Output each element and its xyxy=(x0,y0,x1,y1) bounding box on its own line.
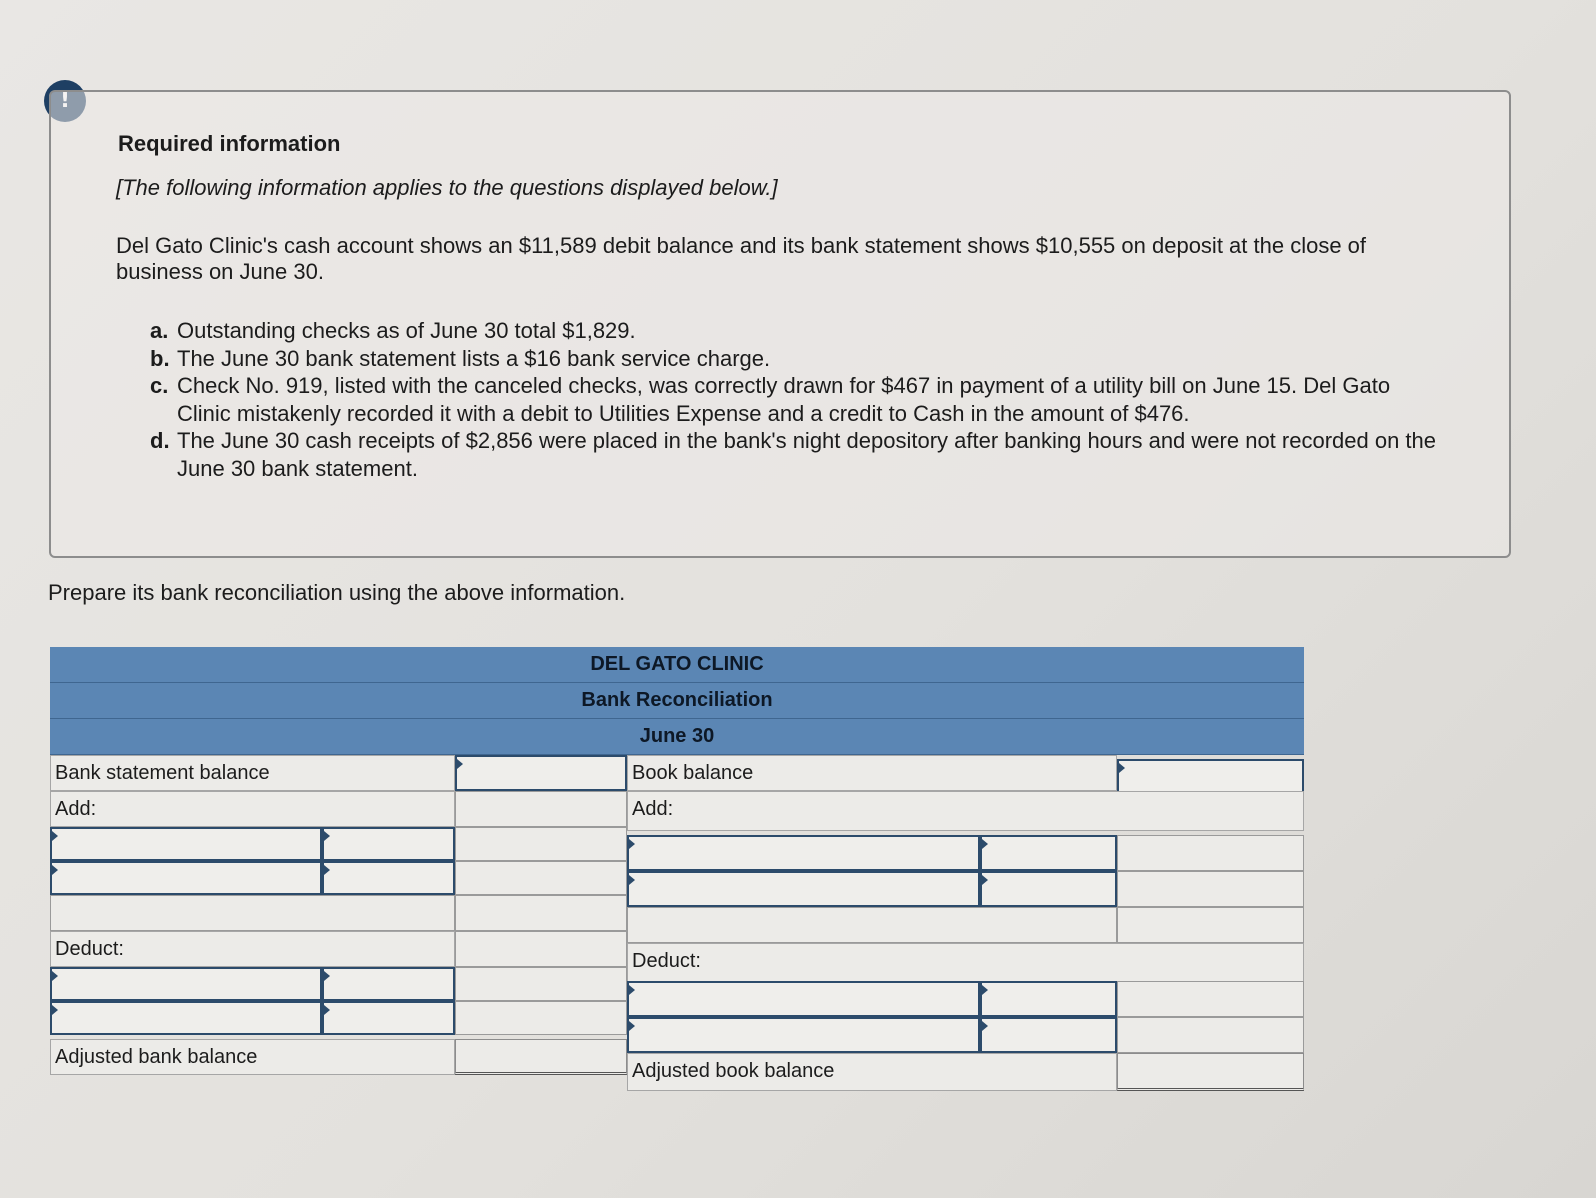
book-add-1-description[interactable] xyxy=(627,835,980,871)
book-add-subtotal-cell xyxy=(1117,907,1304,943)
bank-deduct-1-description[interactable] xyxy=(50,967,322,1001)
book-add-label: Add: xyxy=(627,791,1304,831)
list-item-letter: a. xyxy=(150,318,169,343)
bank-deduct-label: Deduct: xyxy=(50,931,455,967)
book-deduct-1-amount[interactable] xyxy=(980,981,1117,1017)
bank-deduct-1-desc-field[interactable] xyxy=(52,969,320,999)
book-column-cell xyxy=(1117,871,1304,907)
book-deduct-1-amt-field[interactable] xyxy=(982,983,1115,1015)
bank-column-cell xyxy=(455,1001,627,1035)
book-deduct-2-description[interactable] xyxy=(627,1017,980,1053)
book-balance-label: Book balance xyxy=(627,755,1117,791)
list-item-letter: b. xyxy=(150,345,170,371)
bank-deduct-2-amount[interactable] xyxy=(322,1001,455,1035)
list-item xyxy=(150,345,1440,373)
bank-add-2-amount[interactable] xyxy=(322,861,455,895)
book-add-2-amt-field[interactable] xyxy=(982,873,1115,905)
bank-balance-input[interactable] xyxy=(455,755,627,791)
book-add-2-description[interactable] xyxy=(627,871,980,907)
bank-add-label: Add: xyxy=(50,791,455,827)
adjusted-book-balance-label: Adjusted book balance xyxy=(627,1053,1117,1091)
adjusted-bank-balance-label: Adjusted bank balance xyxy=(50,1039,455,1075)
list-item-text: The June 30 cash receipts of $2,856 were placed in the bank's night depository after banking hours and were not recorded on the June 30 bank statement. xyxy=(177,428,1437,481)
bank-column-cell xyxy=(455,861,627,895)
adjusted-bank-balance-total xyxy=(455,1039,627,1075)
bank-deduct-1-amt-field[interactable] xyxy=(324,969,453,999)
info-intro: Del Gato Clinic's cash account shows an $11,589 debit balance and its bank statement shows $10,555 on deposit at the close of business on June 30. xyxy=(116,233,1367,284)
info-list xyxy=(150,317,1440,482)
book-column-cell xyxy=(1117,981,1304,1017)
bank-deduct-1-amount[interactable] xyxy=(322,967,455,1001)
book-deduct-2-desc-field[interactable] xyxy=(629,1019,978,1051)
statement-title: Bank Reconciliation xyxy=(50,683,1304,719)
bank-add-total-cell xyxy=(455,791,627,827)
bank-add-2-description[interactable] xyxy=(50,861,322,895)
bank-spacer-cell xyxy=(50,895,455,931)
book-deduct-1-description[interactable] xyxy=(627,981,980,1017)
bank-deduct-2-desc-field[interactable] xyxy=(52,1003,320,1033)
book-column-cell xyxy=(1117,835,1304,871)
book-add-2-amount[interactable] xyxy=(980,871,1117,907)
bank-add-2-amt-field[interactable] xyxy=(324,863,453,893)
bank-balance-field[interactable] xyxy=(457,757,625,789)
list-item-letter: d. xyxy=(150,428,170,453)
book-deduct-label: Deduct: xyxy=(627,943,1304,983)
list-item-text: The June 30 bank statement lists a $16 bank service charge. xyxy=(177,345,771,371)
bank-deduct-2-amt-field[interactable] xyxy=(324,1003,453,1033)
question-prompt: Prepare its bank reconciliation using the above information. xyxy=(48,580,626,605)
list-item-text: Check No. 919, listed with the canceled checks, was correctly drawn for $467 in payment of a utility bill on June 15. Del Gato Clinic mistakenly recorded it with a debit to Utilities Expense and a credit to Cash in the amount of $476. xyxy=(177,373,1391,426)
info-title: Required information xyxy=(118,131,341,156)
book-add-1-amount[interactable] xyxy=(980,835,1117,871)
bank-add-1-description[interactable] xyxy=(50,827,322,861)
list-item xyxy=(150,317,1440,345)
book-add-1-desc-field[interactable] xyxy=(629,837,978,869)
book-deduct-1-desc-field[interactable] xyxy=(629,983,978,1015)
statement-date: June 30 xyxy=(50,719,1304,755)
book-add-1-amt-field[interactable] xyxy=(982,837,1115,869)
bank-balance-label: Bank statement balance xyxy=(50,755,455,791)
company-name: DEL GATO CLINIC xyxy=(50,647,1304,683)
bank-column-cell xyxy=(455,931,627,967)
bank-add-2-desc-field[interactable] xyxy=(52,863,320,893)
book-spacer-cell xyxy=(627,907,1117,943)
book-deduct-2-amount[interactable] xyxy=(980,1017,1117,1053)
book-column-cell xyxy=(1117,1017,1304,1053)
bank-column-cell xyxy=(455,967,627,1001)
list-item-text: Outstanding checks as of June 30 total $1,829. xyxy=(177,318,636,343)
book-balance-field[interactable] xyxy=(1119,761,1302,793)
list-item xyxy=(150,372,1440,427)
book-add-2-desc-field[interactable] xyxy=(629,873,978,905)
bank-add-1-amount[interactable] xyxy=(322,827,455,861)
book-deduct-2-amt-field[interactable] xyxy=(982,1019,1115,1051)
bank-reconciliation-table xyxy=(50,647,1304,1097)
bank-column-cell xyxy=(455,827,627,861)
bank-add-subtotal-cell xyxy=(455,895,627,931)
adjusted-book-balance-total xyxy=(1117,1053,1304,1091)
info-subtitle: [The following information applies to the questions displayed below.] xyxy=(116,175,778,200)
bank-add-1-desc-field[interactable] xyxy=(52,829,320,859)
bank-deduct-2-description[interactable] xyxy=(50,1001,322,1035)
list-item xyxy=(150,427,1440,482)
list-item-letter: c. xyxy=(150,373,169,398)
book-balance-input[interactable] xyxy=(1117,759,1304,795)
bank-add-1-amt-field[interactable] xyxy=(324,829,453,859)
